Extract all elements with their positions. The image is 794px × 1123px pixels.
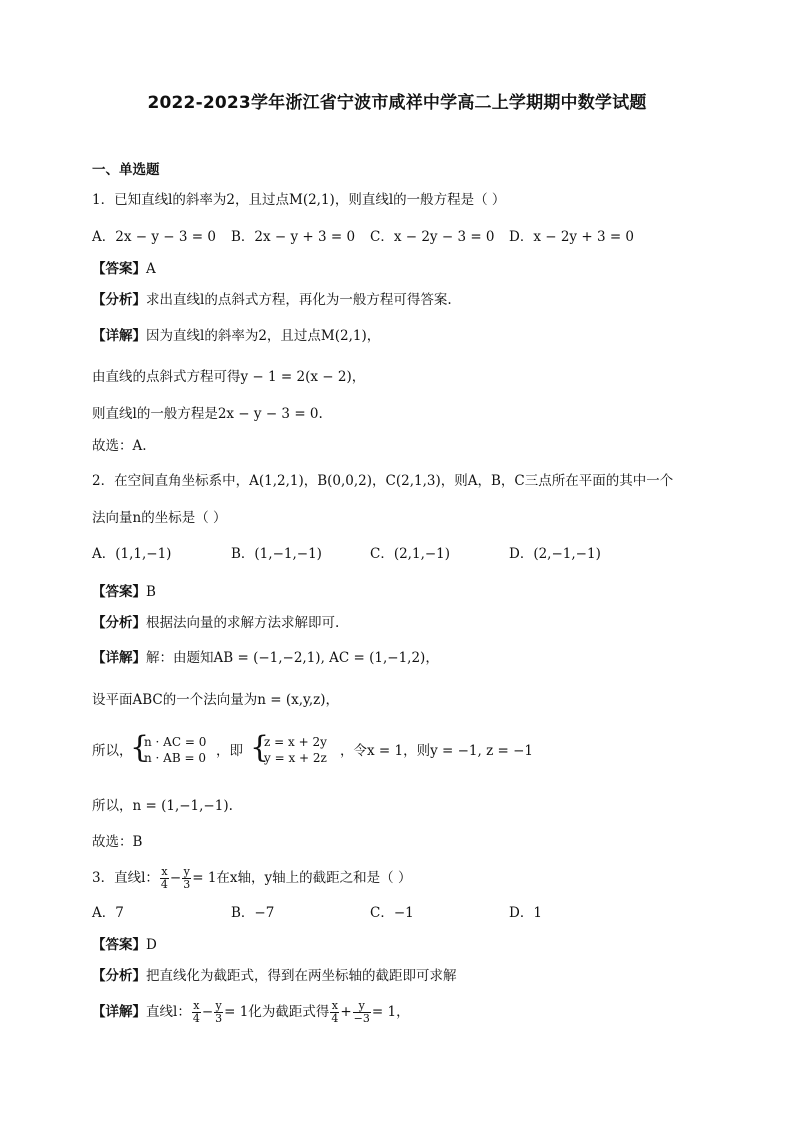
- fraction-numerator: x: [193, 999, 200, 1012]
- question-3-stem: [92, 866, 411, 891]
- q1-analysis: [92, 290, 452, 310]
- q3-stem-suffix: = 1在x轴，y轴上的截距之和是（ ）: [192, 870, 412, 886]
- detail-text: 解：由题知AB = (−1,−2,1), AC = (1,−1,2)，: [146, 650, 439, 666]
- question-1-stem: 1．已知直线l的斜率为2，且过点M(2,1)，则直线l的一般方程是（ ）: [92, 192, 506, 208]
- analysis-tag: 【分析】: [92, 292, 146, 308]
- minus-sign: −: [169, 870, 182, 886]
- q2-detail: [92, 648, 439, 668]
- answer-value: A: [146, 261, 156, 277]
- plus-sign: +: [340, 1004, 352, 1020]
- question-2-stem: 2．在空间直角坐标系中，A(1,2,1)，B(0,0,2)，C(2,1,3)，则A，B，C三点所在平面的其中一个: [92, 473, 674, 489]
- fraction-denominator: 4: [160, 878, 168, 891]
- fraction-numerator: y: [353, 1000, 371, 1013]
- q2-detail-line-2: 设平面ABC的一个法向量为n = (x,y,z)，: [92, 692, 340, 708]
- answer-tag: 【答案】: [92, 261, 146, 277]
- fraction: [192, 1000, 201, 1025]
- q3-option-b: B．−7: [231, 905, 275, 921]
- analysis-text: 根据法向量的求解方法求解即可.: [146, 615, 340, 631]
- detail-tag: 【详解】: [92, 650, 146, 666]
- system-1-eq-2: n · AB = 0: [144, 751, 206, 765]
- answer-tag: 【答案】: [92, 584, 146, 600]
- q3-option-a: A．7: [92, 905, 124, 921]
- q1-detail: [92, 326, 380, 346]
- q2-analysis: [92, 613, 339, 633]
- q1-answer: [92, 259, 156, 279]
- q2-detail-line-3-suffix: ，令x = 1，则y = −1, z = −1: [340, 743, 534, 759]
- q1-detail-line-3: 则直线l的一般方程是2x − y − 3 = 0.: [92, 406, 323, 422]
- fraction-numerator: y: [215, 999, 222, 1012]
- q2-conclusion: 故选：B: [92, 834, 143, 850]
- fraction-denominator: 4: [192, 1012, 200, 1025]
- left-brace: {: [250, 730, 270, 765]
- answer-value: B: [146, 584, 156, 600]
- q3-option-d: D．1: [509, 905, 542, 921]
- left-brace: {: [130, 730, 150, 765]
- detail-tag: 【详解】: [92, 1004, 146, 1020]
- fraction-denominator: 4: [331, 1012, 339, 1025]
- system-1-eq-1: n · AC = 0: [144, 735, 207, 749]
- fraction: [330, 1000, 339, 1025]
- q2-option-a: A．(1,1,−1): [92, 546, 172, 562]
- q3-stem-prefix: 3．直线l：: [92, 870, 159, 886]
- system-2: [264, 734, 327, 766]
- q2-option-b: B．(1,−1,−1): [231, 546, 322, 562]
- q3-detail: [92, 1000, 410, 1025]
- fraction: [353, 1000, 371, 1025]
- q1-option-a: A．2x − y − 3 = 0: [92, 229, 216, 245]
- fraction-numerator: y: [183, 865, 190, 878]
- q1-option-b: B．2x − y + 3 = 0: [231, 229, 356, 245]
- minus-sign: −: [201, 1004, 214, 1020]
- q2-answer: [92, 582, 156, 602]
- fraction-numerator: x: [161, 865, 168, 878]
- fraction-denominator: −3: [353, 1012, 370, 1025]
- fraction: [214, 1000, 223, 1025]
- q3-analysis: [92, 966, 457, 986]
- page-title: 2022-2023学年浙江省宁波市咸祥中学高二上学期期中数学试题: [147, 93, 647, 113]
- analysis-tag: 【分析】: [92, 968, 146, 984]
- fraction: [182, 866, 191, 891]
- detail-tag: 【详解】: [92, 328, 146, 344]
- q1-conclusion: 故选：A.: [92, 438, 147, 454]
- q2-option-d: D．(2,−1,−1): [509, 546, 601, 562]
- q1-detail-line-2: 由直线的点斜式方程可得y − 1 = 2(x − 2)，: [92, 369, 366, 385]
- question-2-stem-line-2: 法向量n的坐标是（ ）: [92, 510, 227, 526]
- detail-prefix: 直线l：: [146, 1004, 191, 1020]
- analysis-text: 求出直线l的点斜式方程，再化为一般方程可得答案.: [146, 292, 452, 308]
- fraction: [160, 866, 169, 891]
- q2-detail-line-4: 所以，n = (1,−1,−1).: [92, 798, 233, 814]
- answer-value: D: [146, 937, 157, 953]
- detail-mid: = 1化为截距式得: [224, 1004, 330, 1020]
- fraction-denominator: 3: [215, 1012, 223, 1025]
- analysis-tag: 【分析】: [92, 615, 146, 631]
- fraction-numerator: x: [331, 999, 338, 1012]
- system-1: [144, 734, 206, 766]
- system-2-eq-1: z = x + 2y: [264, 735, 327, 749]
- q2-option-c: C．(2,1,−1): [370, 546, 451, 562]
- q3-option-c: C．−1: [370, 905, 414, 921]
- answer-tag: 【答案】: [92, 937, 146, 953]
- detail-suffix: = 1，: [371, 1004, 410, 1020]
- q2-detail-line-3-prefix: 所以，: [92, 743, 133, 759]
- fraction-denominator: 3: [183, 878, 191, 891]
- q1-option-c: C．x − 2y − 3 = 0: [370, 229, 495, 245]
- section-heading: 一、单选题: [92, 162, 160, 178]
- system-2-eq-2: y = x + 2z: [264, 751, 327, 765]
- q1-option-d: D．x − 2y + 3 = 0: [509, 229, 635, 245]
- detail-text: 因为直线l的斜率为2，且过点M(2,1)，: [146, 328, 381, 344]
- q2-detail-line-3-mid: ，即: [216, 743, 243, 759]
- q3-answer: [92, 935, 157, 955]
- analysis-text: 把直线化为截距式，得到在两坐标轴的截距即可求解: [146, 968, 457, 984]
